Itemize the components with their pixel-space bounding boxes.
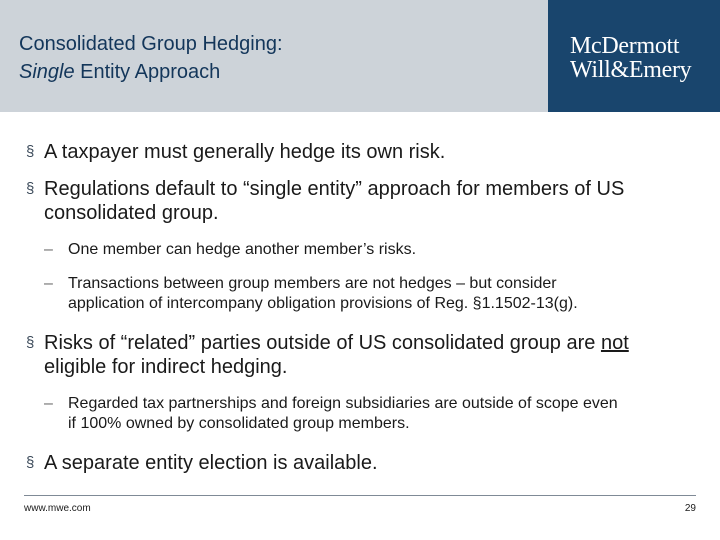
logo-line-2: Will&Emery	[570, 57, 692, 83]
slide-header	[0, 0, 720, 112]
page-number: 29	[684, 503, 696, 514]
bullet-1-text: A taxpayer must generally hedge its own risk.	[44, 141, 446, 163]
bullet-2-line-1: Regulations default to “single entity” approach for members of US	[44, 178, 625, 200]
sub-bullet-2-2-line-2: application of intercompany obligation provisions of Reg. §1.1502-13(g).	[68, 295, 578, 312]
sub-bullet-3-1-line-2: if 100% owned by consolidated group members.	[68, 415, 410, 432]
dash-marker: –	[44, 275, 53, 292]
bullet-4-text: A separate entity election is available.	[44, 452, 378, 474]
bullet-marker: §	[26, 454, 35, 471]
dash-marker: –	[44, 395, 53, 412]
bullet-marker: §	[26, 180, 35, 197]
bullet-marker: §	[26, 334, 35, 351]
bullet-marker: §	[26, 143, 35, 160]
sub-bullet-3-1-line-1: Regarded tax partnerships and foreign subsidiaries are outside of scope even	[68, 395, 618, 412]
slide-title-line-1: Consolidated Group Hedging:	[19, 33, 283, 55]
dash-marker: –	[44, 241, 53, 258]
bullet-3-line-1-text: Risks of “related” parties outside of US consolidated group are	[44, 332, 601, 354]
sub-bullet-2-2	[44, 274, 694, 314]
bullet-1	[26, 140, 696, 164]
slide-title-line-2-rest: Entity Approach	[74, 61, 221, 83]
footer-url[interactable]: www.mwe.com	[24, 503, 91, 514]
logo-band	[548, 0, 720, 112]
sub-bullet-2-1	[44, 240, 694, 260]
slide-title-italic-word: Single	[19, 61, 75, 83]
sub-bullet-2-1-text: One member can hedge another member’s risks.	[68, 241, 417, 258]
bullet-2-line-2: consolidated group.	[44, 202, 219, 224]
slide-title	[19, 30, 283, 86]
bullet-4	[26, 451, 696, 475]
bullet-3-line-2: eligible for indirect hedging.	[44, 356, 288, 378]
company-logo	[570, 34, 691, 82]
sub-bullet-2-2-line-1: Transactions between group members are not hedges – but consider	[68, 275, 557, 292]
bullet-3	[26, 331, 696, 379]
footer-divider	[24, 495, 696, 496]
bullet-3-line-1	[26, 331, 696, 355]
slide-title-line-2	[19, 58, 283, 86]
title-band	[0, 0, 548, 112]
bullet-2	[26, 177, 696, 225]
sub-bullet-3-1	[44, 394, 694, 434]
logo-line-1: McDermott	[570, 33, 680, 59]
bullet-3-emphasis: not	[600, 332, 629, 354]
